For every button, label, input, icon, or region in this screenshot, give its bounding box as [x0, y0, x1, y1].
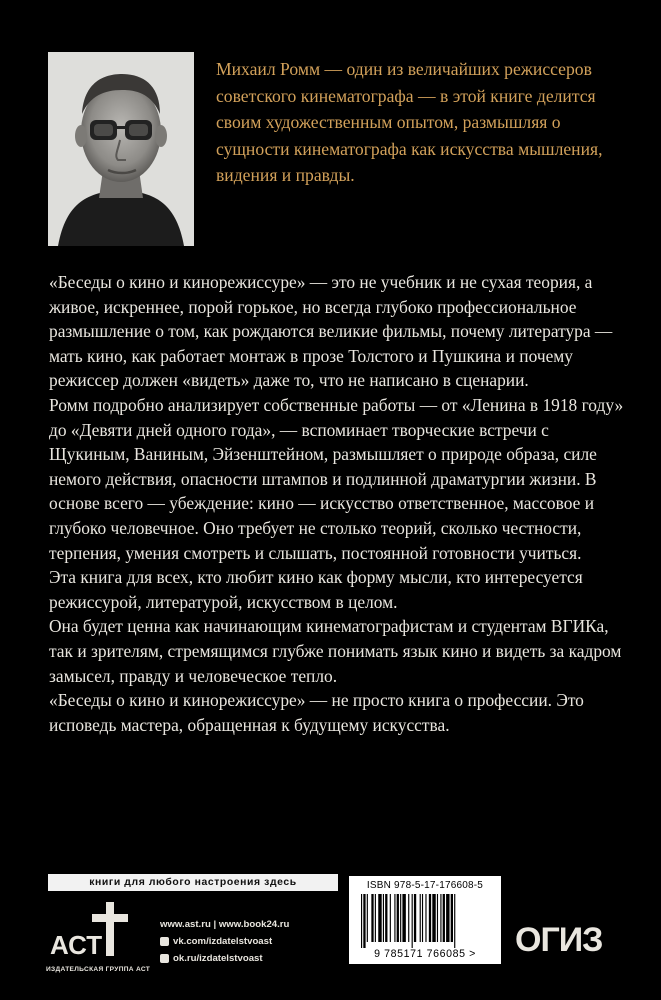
author-portrait: [48, 52, 194, 246]
ast-logo-icon: [48, 898, 140, 960]
barcode-bar: [367, 894, 368, 942]
annotation-text: [49, 270, 625, 737]
barcode-bar: [422, 894, 423, 942]
ok-link-row[interactable]: [160, 950, 340, 967]
ogiz-logo: [515, 920, 613, 956]
ean-digits: 9 785171 766085 >: [374, 948, 476, 960]
barcode-bar: [375, 894, 376, 942]
barcode-bar: [363, 894, 365, 948]
ok-icon: [160, 954, 169, 963]
barcode-bar: [432, 894, 435, 942]
annotation-paragraph: Она будет ценна как начинающим кинематографистам и студентам ВГИКа, так и зрителям, стремящимся глубже понимать язык кино и видеть за кадром замысел, правду и человеческое тепло.: [49, 616, 622, 686]
barcode-bar: [361, 894, 362, 948]
barcode-block: [349, 876, 501, 964]
barcode-bar: [454, 894, 455, 948]
barcode-bar: [400, 894, 401, 942]
vk-link[interactable]: vk.com/izdatelstvoast: [173, 936, 273, 947]
barcode-bar: [371, 894, 373, 942]
vk-link-row[interactable]: [160, 933, 340, 950]
author-portrait-image: [48, 52, 194, 246]
barcode-bar: [412, 894, 413, 948]
annotation-paragraph: Эта книга для всех, кто любит кино как форму мысли, кто интересуется режиссурой, литературой, искусством в целом.: [49, 567, 583, 612]
ogiz-logo-icon: [515, 920, 613, 956]
barcode-icon: [359, 894, 493, 948]
publisher-caption: ИЗДАТЕЛЬСКАЯ ГРУППА АСТ: [46, 966, 151, 973]
isbn-label: ISBN 978-5-17-176608-5: [366, 880, 484, 891]
barcode-bar: [420, 894, 421, 942]
barcode-bar: [446, 894, 449, 942]
annotation-paragraph: Ромм подробно анализирует собственные работы — от «Ленина в 1918 году» до «Девяти дней одного года», — вспоминает творческие встречи с Щукиным, Ваниным, Эйзенштейном, размышляет о природе образа, силе немого действия, опасности штампов и подлинной драматургии жизни. В основе всего — убеждение: кино — искусство ответственное, массовое и глубоко человечное. Оно требует не столько теорий, сколько честности, терпения, умения смотреть и слышать, постоянной готовности учиться.: [49, 394, 624, 563]
sites-link-row[interactable]: [160, 916, 340, 933]
barcode: [359, 894, 493, 948]
barcode-bar: [429, 894, 431, 942]
barcode-bar: [402, 894, 405, 942]
sites-link[interactable]: www.ast.ru | www.book24.ru: [160, 919, 290, 930]
barcode-bar: [425, 894, 426, 942]
ast-logo-text: АСТ: [50, 930, 103, 960]
ogiz-logo-text: ОГИЗ: [515, 921, 603, 956]
barcode-bar: [378, 894, 381, 942]
barcode-bar: [451, 894, 453, 942]
barcode-bar: [394, 894, 395, 942]
publisher-links: [160, 916, 340, 967]
intro-paragraph: Михаил Ромм — один из величайших режиссеров советского кинематографа — в этой книге делится своим художественным опытом, размышляя о сущности кинематографа как искусства мышления, видения и правды.: [216, 59, 603, 185]
barcode-bar: [440, 894, 441, 942]
barcode-bar: [443, 894, 445, 942]
ast-logo: [48, 898, 140, 960]
annotation-paragraph: «Беседы о кино и кинорежиссуре» — это не учебник и не сухая теория, а живое, искреннее, порой горькое, но всегда глубоко профессиональное размышление о том, как рождаются великие фильмы, почему литература — мать кино, как работает монтаж в прозе Толстого и Пушкина и почему режиссер должен «видеть» даже то, что не написано в сценарии.: [49, 272, 613, 391]
barcode-bar: [437, 894, 438, 942]
barcode-bar: [408, 894, 409, 942]
barcode-bar: [414, 894, 416, 942]
slogan-banner: книги для любого настроения здесь: [48, 874, 338, 891]
ok-link[interactable]: ok.ru/izdatelstvoast: [173, 953, 263, 964]
annotation-paragraph: «Беседы о кино и кинорежиссуре» — не просто книга о профессии. Это исповедь мастера, обращенная к будущему искусства.: [49, 690, 584, 735]
vk-icon: [160, 937, 169, 946]
barcode-bar: [383, 894, 384, 942]
barcode-bar: [390, 894, 391, 942]
barcode-bar: [397, 894, 399, 942]
barcode-bar: [385, 894, 387, 942]
